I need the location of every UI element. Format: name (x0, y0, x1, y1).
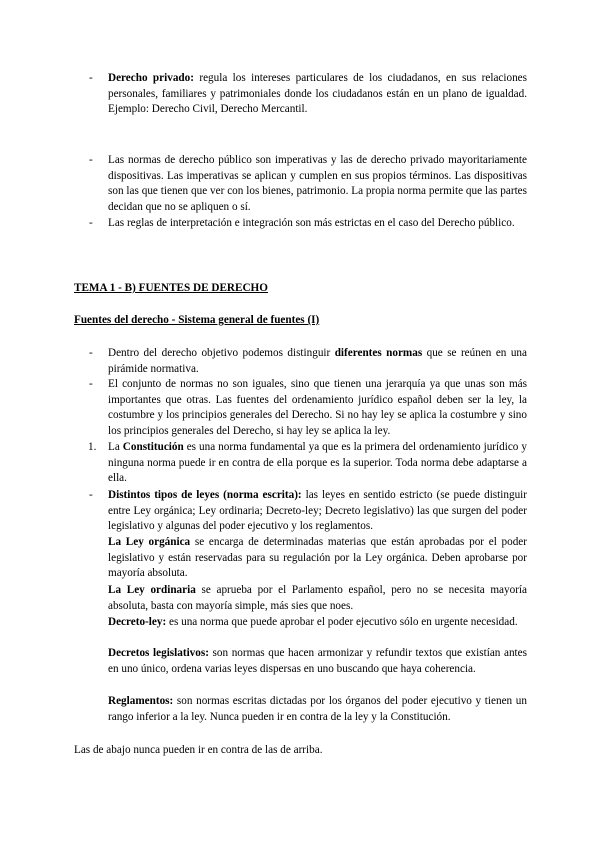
paragraph-reglamentos (108, 694, 527, 725)
paragraph-text: las leyes en sentido estricto (se puede distinguir entre Ley orgánica; Ley ordinaria; Decreto-ley; Decreto legislativo) las que surgen del poder legislativo y algunas del poder ejecutivo y los reglamentos. (108, 489, 527, 533)
list-number: 1. (88, 441, 97, 453)
paragraph-decretos-legislativos (108, 646, 527, 677)
paragraph-text: Las normas de derecho público son imperativas y las de derecho privado mayoritariamente dispositivas. Las imperativas se aplican y cumplen en sus propios términos. Las dispositivas son las que tienen que ver con los bienes, patrimonio. La propia norma permite que las partes decidan que no se apliquen o sí. (108, 154, 527, 213)
list-item-diferentes-normas (89, 346, 527, 377)
bullet-dash: - (89, 154, 93, 166)
bullet-dash: - (89, 489, 93, 501)
paragraph-ley-organica (108, 535, 527, 582)
paragraph-text: se aprueba por el Parlamento español, pero no se necesita mayoría absoluta, basta con mayoría simple, más sies que noes. (108, 584, 527, 612)
term-derecho-privado: Derecho privado: (108, 72, 194, 84)
section-subtitle: Fuentes del derecho - Sistema general de fuentes (I) (74, 314, 320, 326)
bold-term: Decretos legislativos: (108, 647, 209, 659)
bold-term: Constitución (122, 441, 184, 453)
paragraph-text: son normas que hacen armonizar y refundir textos que existían antes en uno único, ordena varias leyes dispersas en uno buscando que haya coherencia. (108, 647, 527, 675)
list-item-reglas-interpretacion (89, 216, 527, 232)
list-item-jerarquia (89, 377, 527, 439)
paragraph-text: regula los intereses particulares de los ciudadanos, en sus relaciones personales, familiares y patrimoniales donde los ciudadanos están en un plano de igualdad. Ejemplo: Derecho Civil, Derecho Mercantil. (108, 72, 527, 116)
bold-term: diferentes normas (334, 347, 423, 359)
list-item-derecho-privado (89, 71, 527, 118)
bold-term: La Ley ordinaria (108, 584, 196, 596)
bullet-dash: - (89, 378, 93, 390)
bold-term: Reglamentos: (108, 695, 174, 707)
bullet-dash: - (89, 217, 93, 229)
paragraph-text: es una norma que puede aprobar el poder ejecutivo sólo en urgente necesidad. (166, 616, 518, 628)
bold-term: La Ley orgánica (108, 536, 191, 548)
paragraph-text: Las reglas de interpretación e integración son más estrictas en el caso del Derecho público. (108, 217, 515, 229)
paragraph-text: Dentro del derecho objetivo podemos distinguir (108, 347, 335, 359)
list-item-normas-imperativas (89, 153, 527, 215)
bold-term: Decreto-ley: (108, 616, 167, 628)
closing-note: Las de abajo nunca pueden ir en contra de las de arriba. (74, 744, 323, 756)
paragraph-text: La (108, 441, 123, 453)
paragraph-text: son normas escritas dictadas por los órganos del poder ejecutivo y tienen un rango inferior a la ley. Nunca pueden ir en contra de la ley y la Constitución. (108, 695, 527, 723)
bullet-dash: - (89, 72, 93, 84)
section-title: TEMA 1 - B) FUENTES DE DERECHO (74, 282, 268, 294)
paragraph-text: que se reúnen en una pirámide normativa. (108, 347, 527, 375)
paragraph-text: El conjunto de normas no son iguales, sino que tienen una jerarquía ya que unas son más importantes que otras. Las fuentes del ordenamiento jurídico español deben ser la ley, la costumbre y los principios generales del Derecho. Si no hay ley se aplica la costumbre y sino los principios generales del Derecho, si hay ley se aplica la ley. (108, 378, 527, 437)
paragraph-text: es una norma fundamental ya que es la primera del ordenamiento jurídico y ninguna norma puede ir en contra de ella porque es la superior. Toda norma debe adaptarse a ella. (108, 441, 527, 485)
bullet-dash: - (89, 347, 93, 359)
paragraph-text: se encarga de determinadas materias que están aprobadas por el poder legislativo y están reservadas para su regulación por la Ley orgánica. Deben aprobarse por mayoría absoluta. (108, 536, 527, 580)
list-item-constitucion (88, 440, 527, 487)
list-item-tipos-leyes (89, 488, 527, 535)
paragraph-decreto-ley (108, 615, 527, 631)
paragraph-ley-ordinaria (108, 583, 527, 614)
bold-term: Distintos tipos de leyes (norma escrita): (108, 489, 302, 501)
